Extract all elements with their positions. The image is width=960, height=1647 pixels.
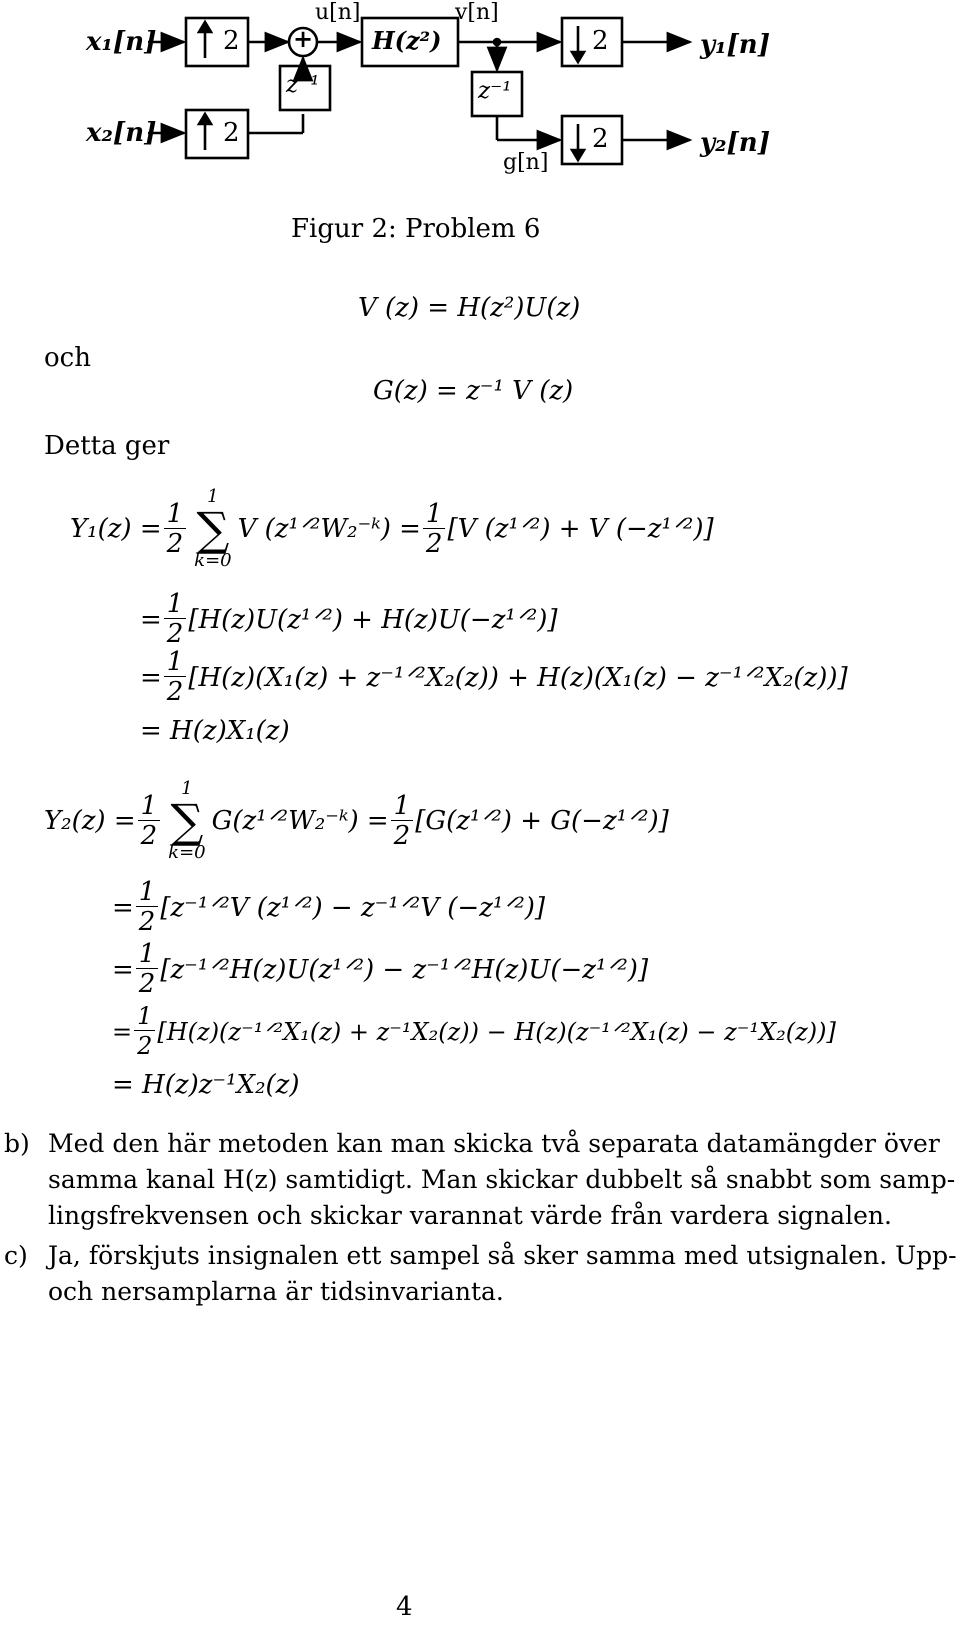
text-detta-ger: Detta ger: [44, 431, 170, 461]
fraction-half: $\frac{1}{2}$: [164, 648, 187, 707]
summation-symbol: 1 ∑ k=0: [194, 486, 232, 571]
answer-c-text: Ja, förskjuts insignalen ett sampel så sker samma med utsignalen. Upp- och nersamplarna är tidsinvarianta.: [48, 1241, 957, 1306]
y1-result: = H(z)X₁(z): [140, 716, 290, 746]
fraction-half: $\frac{1}{2}$: [164, 590, 187, 649]
delay-1-label: z⁻¹: [286, 72, 320, 98]
y2-result: = H(z)z⁻¹X₂(z): [112, 1070, 300, 1100]
y1-line-2: = $\frac{1}{2}$ [H(z)U(z¹ᐟ²) + H(z)U(−z¹ᐟ²)]: [140, 589, 558, 649]
y2-line-4: = $\frac{1}{2}$ [H(z)(z⁻¹ᐟ²X₁(z) + z⁻¹X₂(z)) − H(z)(z⁻¹ᐟ²X₁(z) − z⁻¹X₂(z))]: [112, 1002, 836, 1060]
fraction-half: $\frac{1}{2}$: [136, 940, 159, 999]
y1-line-2-expr: [H(z)U(z¹ᐟ²) + H(z)U(−z¹ᐟ²)]: [188, 604, 558, 635]
output-y2-label: y₂[n]: [700, 128, 771, 158]
y2-term-2: [G(z¹ᐟ²) + G(−z¹ᐟ²)]: [415, 806, 669, 836]
signal-u-label: u[n]: [315, 0, 361, 25]
fraction-half: $\frac{1}{2}$: [391, 792, 414, 851]
up-arrow-head-icon: [199, 114, 211, 124]
branch-dot: [494, 39, 500, 45]
y2-lhs: Y₂(z) =: [44, 806, 136, 836]
answer-c: [4, 1238, 957, 1310]
equation-g: G(z) = z⁻¹ V (z): [373, 376, 574, 406]
y2-line-2: = $\frac{1}{2}$ [z⁻¹ᐟ²V (z¹ᐟ²) − z⁻¹ᐟ²V (−z¹ᐟ²)]: [112, 877, 546, 937]
fraction-half: $\frac{1}{2}$: [136, 878, 159, 937]
down-arrow-head-icon: [572, 150, 584, 160]
signal-g-label: g[n]: [503, 150, 549, 175]
input-x2-label: x₂[n]: [86, 118, 157, 148]
answer-c-label: c): [4, 1241, 28, 1270]
y2-term-1: G(z¹ᐟ²W₂⁻ᵏ) =: [211, 806, 389, 836]
down-arrow-head-icon: [572, 52, 584, 62]
summation-symbol: 1 ∑ k=0: [168, 778, 206, 863]
output-y1-label: y₁[n]: [700, 30, 771, 60]
figure-caption: Figur 2: Problem 6: [291, 214, 541, 244]
y2-line-3: = $\frac{1}{2}$ [z⁻¹ᐟ²H(z)U(z¹ᐟ²) − z⁻¹ᐟ²H(z)U(−z¹ᐟ²)]: [112, 939, 649, 999]
y1-term-1: V (z¹ᐟ²W₂⁻ᵏ) =: [237, 514, 421, 544]
y2-line-4-expr: [H(z)(z⁻¹ᐟ²X₁(z) + z⁻¹X₂(z)) − H(z)(z⁻¹ᐟ²X₁(z) − z⁻¹X₂(z))]: [157, 1017, 836, 1046]
text-och: och: [44, 343, 91, 373]
y2-line-1: [44, 780, 669, 862]
answer-b: [4, 1126, 956, 1234]
page-number: 4: [396, 1592, 413, 1622]
y1-line-3: = $\frac{1}{2}$ [H(z)(X₁(z) + z⁻¹ᐟ²X₂(z)) + H(z)(X₁(z) − z⁻¹ᐟ²X₂(z))]: [140, 647, 848, 707]
delay-2-label: z⁻¹: [478, 78, 512, 104]
up-arrow-head-icon: [199, 22, 211, 32]
fraction-half: $\frac{1}{2}$: [138, 792, 161, 851]
y1-lhs: Y₁(z) =: [70, 514, 162, 544]
fraction-half: $\frac{1}{2}$: [164, 500, 187, 559]
signal-v-label: v[n]: [455, 0, 499, 25]
y1-line-3-expr: [H(z)(X₁(z) + z⁻¹ᐟ²X₂(z)) + H(z)(X₁(z) − z⁻¹ᐟ²X₂(z))]: [188, 662, 848, 693]
y1-term-2: [V (z¹ᐟ²) + V (−z¹ᐟ²)]: [447, 514, 714, 544]
answer-b-text: Med den här metoden kan man skicka två separata datamängder över samma kanal H(z) samtidigt. Man skickar dubbelt så snabbt som samp- lingsfrekvensen och skickar varannat värde från vardera signalen.: [48, 1129, 956, 1230]
y2-line-2-expr: [z⁻¹ᐟ²V (z¹ᐟ²) − z⁻¹ᐟ²V (−z¹ᐟ²)]: [160, 892, 546, 923]
equation-v: V (z) = H(z²)U(z): [358, 293, 581, 323]
upsampler-1-factor: 2: [223, 26, 240, 56]
y2-line-3-expr: [z⁻¹ᐟ²H(z)U(z¹ᐟ²) − z⁻¹ᐟ²H(z)U(−z¹ᐟ²)]: [160, 954, 649, 985]
upsampler-2-factor: 2: [223, 118, 240, 148]
fraction-half: $\frac{1}{2}$: [423, 500, 446, 559]
input-x1-label: x₁[n]: [86, 27, 157, 57]
adder-plus-icon: +: [293, 24, 314, 53]
fraction-half: $\frac{1}{2}$: [134, 1002, 155, 1061]
downsampler-2-factor: 2: [592, 124, 609, 154]
downsampler-1-factor: 2: [592, 26, 609, 56]
filter-label: H(z²): [372, 26, 442, 55]
answer-b-label: b): [4, 1129, 30, 1158]
y1-line-1: [70, 488, 714, 570]
